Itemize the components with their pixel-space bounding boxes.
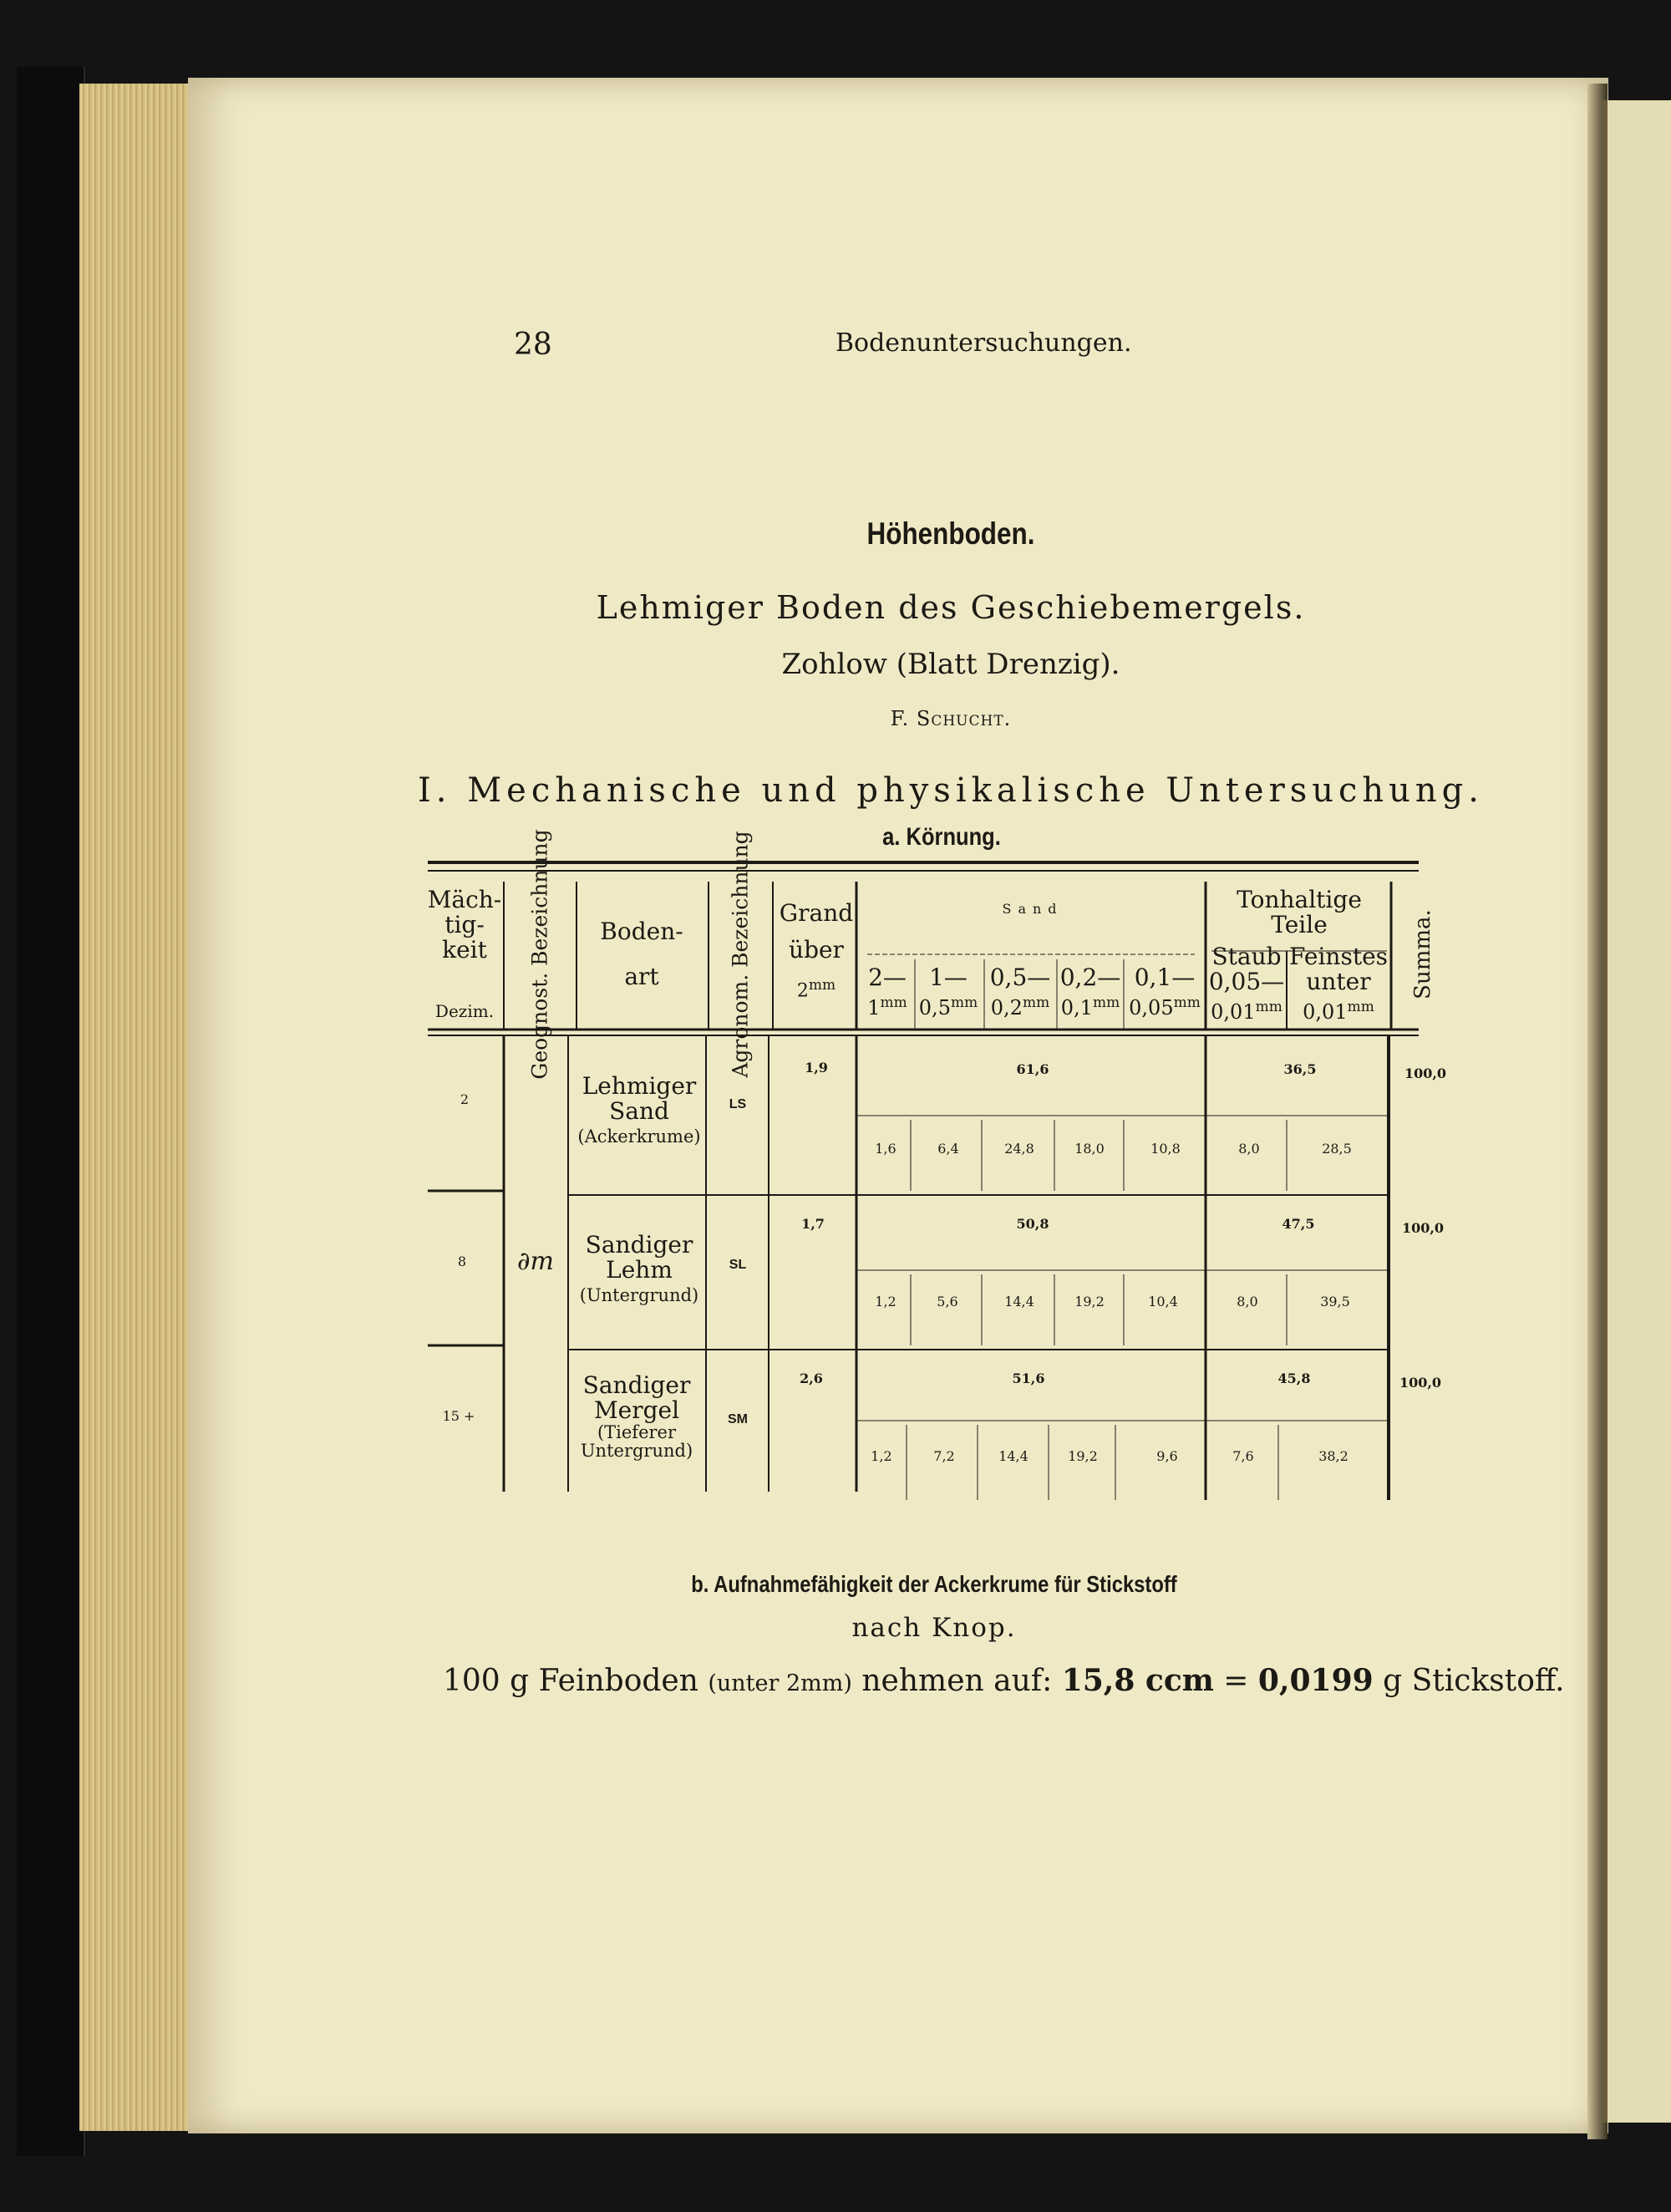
row2-grand: 1,7 bbox=[801, 1216, 825, 1232]
header-summa: Summa. bbox=[1410, 909, 1435, 999]
row2-sand-01-005: 10,4 bbox=[1148, 1294, 1178, 1309]
header-maechtigkeit: Mäch- tig- keit bbox=[427, 886, 502, 964]
row1-sand-1-05: 6,4 bbox=[937, 1141, 959, 1157]
row1-agronom: LS bbox=[729, 1097, 747, 1111]
row2-soil-type: Sandiger Lehm (Untergrund) bbox=[579, 1231, 699, 1305]
row3-feinstes: 38,2 bbox=[1318, 1448, 1348, 1464]
section-heading: I. Mechanische und physikalische Untersuchung. bbox=[417, 771, 1485, 810]
header-tonhaltige: Tonhaltige Teile bbox=[1237, 886, 1362, 938]
subsection-heading: a. Körnung. bbox=[882, 823, 1001, 851]
page-title: Höhenboden. bbox=[866, 516, 1035, 551]
row3-sand-01-005: 9,6 bbox=[1156, 1448, 1178, 1464]
header-geognost: Geognost. Bezeichnung bbox=[527, 829, 552, 1080]
row3-ton-total: 45,8 bbox=[1277, 1370, 1311, 1386]
row1-ton-total: 36,5 bbox=[1283, 1061, 1317, 1077]
location-line: Zohlow (Blatt Drenzig). bbox=[781, 648, 1120, 681]
row3-sand-02-01: 19,2 bbox=[1068, 1448, 1098, 1464]
row2-sand-02-01: 19,2 bbox=[1074, 1294, 1105, 1309]
row3-sand-05-02: 14,4 bbox=[998, 1448, 1029, 1464]
row1-sand-2-1: 1,6 bbox=[875, 1141, 896, 1157]
header-sand-2-1: 2— $1^{mm}$ bbox=[867, 964, 907, 1020]
row3-sand-2-1: 1,2 bbox=[871, 1448, 892, 1464]
page-edges bbox=[79, 84, 196, 2131]
book-page bbox=[188, 78, 1608, 2133]
header-sand-1-05: 1— $0,5^{mm}$ bbox=[918, 964, 978, 1020]
row2-sand-1-05: 5,6 bbox=[937, 1294, 958, 1309]
author-line: F. Schucht. bbox=[890, 707, 1012, 730]
header-sand: Sand bbox=[1002, 901, 1064, 917]
row1-summa: 100,0 bbox=[1404, 1065, 1447, 1081]
row3-sand-1-05: 7,2 bbox=[933, 1448, 955, 1464]
section-b-heading: b. Aufnahmefähigkeit der Ackerkrume für Stickstoff bbox=[691, 1571, 1177, 1597]
header-grand: Grand über $2^{mm}$ bbox=[779, 899, 854, 1002]
row1-staub: 8,0 bbox=[1238, 1141, 1260, 1157]
page-number: 28 bbox=[514, 328, 552, 362]
row2-agronom: SL bbox=[729, 1258, 747, 1272]
nitrogen-result-line: 100 g Feinboden (unter 2mm) nehmen auf: 15,8 ccm = 0,0199 g Stickstoff. bbox=[443, 1663, 1565, 1698]
row1-feinstes: 28,5 bbox=[1322, 1141, 1352, 1157]
row1-sand-05-02: 24,8 bbox=[1004, 1141, 1034, 1157]
page-subtitle: Lehmiger Boden des Geschiebemergels. bbox=[596, 589, 1306, 626]
book-cover-left bbox=[17, 67, 85, 2156]
row1-grand: 1,9 bbox=[805, 1060, 828, 1075]
header-dezim: Dezim. bbox=[434, 1001, 495, 1021]
running-head: Bodenuntersuchungen. bbox=[836, 328, 1132, 358]
header-sand-05-02: 0,5— $0,2^{mm}$ bbox=[989, 964, 1051, 1020]
row2-feinstes: 39,5 bbox=[1320, 1294, 1350, 1309]
header-sand-02-01: 0,2— $0,1^{mm}$ bbox=[1059, 964, 1121, 1020]
row2-thickness: 8 bbox=[457, 1253, 467, 1269]
row3-soil-type: Sandiger Mergel (Tieferer Untergrund) bbox=[580, 1371, 693, 1461]
row2-sand-total: 50,8 bbox=[1016, 1216, 1049, 1232]
row1-soil-type: Lehmiger Sand (Ackerkrume) bbox=[577, 1072, 701, 1147]
row3-summa: 100,0 bbox=[1399, 1375, 1442, 1391]
row3-sand-total: 51,6 bbox=[1012, 1370, 1045, 1386]
header-sand-01-005: 0,1— $0,05^{mm}$ bbox=[1129, 964, 1201, 1020]
section-b-method: nach Knop. bbox=[851, 1613, 1017, 1643]
row1-sand-total: 61,6 bbox=[1016, 1061, 1049, 1077]
row3-staub: 7,6 bbox=[1232, 1448, 1254, 1464]
row1-sand-01-005: 10,8 bbox=[1150, 1141, 1181, 1157]
header-feinstes: Feinstes unter $0,01^{mm}$ bbox=[1288, 943, 1389, 1024]
row2-sand-05-02: 14,4 bbox=[1004, 1294, 1034, 1309]
row2-ton-total: 47,5 bbox=[1282, 1216, 1315, 1232]
header-staub: Staub 0,05— $0,01^{mm}$ bbox=[1208, 943, 1285, 1024]
row2-summa: 100,0 bbox=[1401, 1220, 1445, 1236]
row2-staub: 8,0 bbox=[1237, 1294, 1258, 1309]
row1-thickness: 2 bbox=[460, 1091, 470, 1107]
header-agronom: Agronom. Bezeichnung bbox=[728, 831, 753, 1078]
facing-page-edge bbox=[1602, 100, 1671, 2123]
row3-thickness: 15 + bbox=[442, 1408, 475, 1424]
header-bodenart: Boden- art bbox=[600, 918, 683, 990]
row2-sand-2-1: 1,2 bbox=[875, 1294, 896, 1309]
row3-agronom: SM bbox=[728, 1412, 748, 1426]
row3-grand: 2,6 bbox=[800, 1370, 823, 1386]
row1-sand-02-01: 18,0 bbox=[1074, 1141, 1105, 1157]
geognost-symbol: ∂m bbox=[517, 1247, 554, 1276]
